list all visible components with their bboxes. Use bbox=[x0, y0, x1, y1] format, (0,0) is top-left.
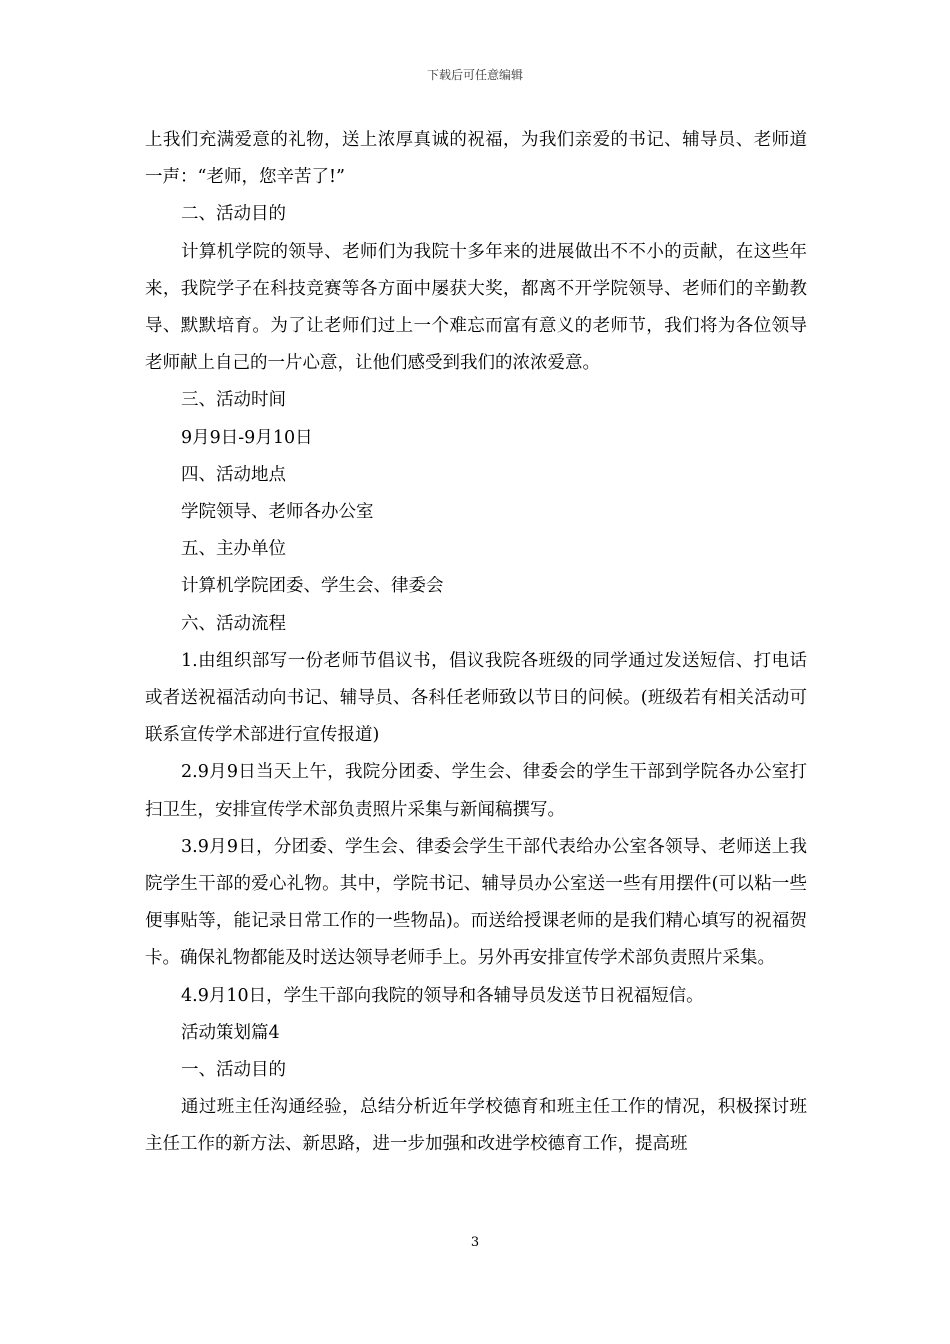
section-heading: 一、活动目的 bbox=[181, 1060, 286, 1081]
section-heading: 二、活动目的 bbox=[181, 204, 286, 225]
document-body bbox=[145, 122, 807, 1164]
section-heading: 六、活动流程 bbox=[181, 613, 286, 634]
section-heading: 四、活动地点 bbox=[181, 464, 286, 485]
section-heading: 活动策划篇4 bbox=[181, 1022, 280, 1043]
page-header: 下载后可任意编辑 bbox=[426, 68, 523, 82]
paragraph: 4.9月10日，学生干部向我院的领导和各辅导员发送节日祝福短信。 bbox=[181, 985, 704, 1006]
paragraph: 3.9月9日，分团委、学生会、律委会学生干部代表给办公室各领导、老师送上我院学生干部的爱心礼物。其中，学院书记、辅导员办公室送一些有用摆件(可以粘一些便事贴等，能记录日常工作的一些物品)。而送给授课老师的是我们精心填写的祝福贺卡。确保礼物都能及时送达领导老师手上。另外再安排宣传学术部负责照片采集。 bbox=[145, 836, 807, 969]
paragraph: 通过班主任沟通经验，总结分析近年学校德育和班主任工作的情况，积极探讨班主任工作的新方法、新思路，进一步加强和改进学校德育工作，提高班 bbox=[145, 1097, 807, 1155]
paragraph: 9月9日-9月10日 bbox=[181, 427, 313, 448]
paragraph: 学院领导、老师各办公室 bbox=[181, 502, 374, 523]
paragraph: 2.9月9日当天上午，我院分团委、学生会、律委会的学生干部到学院各办公室打扫卫生，安排宣传学术部负责照片采集与新闻稿撰写。 bbox=[145, 762, 807, 820]
paragraph: 计算机学院的领导、老师们为我院十多年来的进展做出不不小的贡献，在这些年来，我院学子在科技竞赛等各方面中屡获大奖，都离不开学院领导、老师们的辛勤教导、默默培育。为了让老师们过上一个难忘而富有意义的老师节，我们将为各位领导老师献上自己的一片心意，让他们感受到我们的浓浓爱意。 bbox=[145, 241, 807, 374]
section-heading: 五、主办单位 bbox=[181, 539, 286, 560]
paragraph: 1.由组织部写一份老师节倡议书，倡议我院各班级的同学通过发送短信、打电话或者送祝福活动向书记、辅导员、各科任老师致以节日的问候。(班级若有相关活动可联系宣传学术部进行宣传报道) bbox=[145, 650, 807, 746]
paragraph: 计算机学院团委、学生会、律委会 bbox=[181, 576, 444, 597]
page-number: 3 bbox=[470, 1235, 480, 1250]
section-heading: 三、活动时间 bbox=[181, 390, 286, 411]
paragraph: 上我们充满爱意的礼物，送上浓厚真诚的祝福，为我们亲爱的书记、辅导员、老师道一声：“老师，您辛苦了!” bbox=[145, 130, 807, 188]
